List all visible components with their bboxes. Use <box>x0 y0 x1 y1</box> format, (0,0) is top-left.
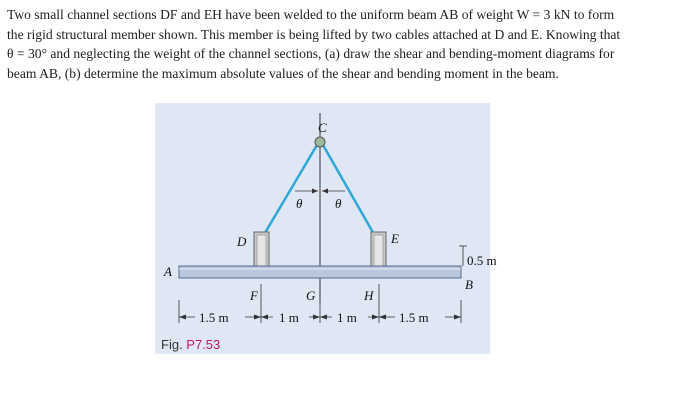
label-d: D <box>237 234 247 249</box>
channel-df-inner <box>257 235 266 266</box>
problem-statement <box>7 5 672 83</box>
arrowhead <box>313 315 320 320</box>
arrowhead <box>179 315 186 320</box>
arrowhead <box>454 315 461 320</box>
label-h: H <box>364 288 374 303</box>
cable-left <box>259 145 317 243</box>
dim-3: 1 m <box>337 310 357 325</box>
arrowhead <box>379 315 386 320</box>
arrowhead <box>322 189 328 194</box>
problem-line-4: beam AB, (b) determine the maximum absolute values of the shear and bending moment in the beam. <box>7 65 559 81</box>
arrowhead <box>320 315 327 320</box>
cable-right <box>323 145 379 243</box>
label-b: B <box>465 277 473 292</box>
arrowhead <box>261 315 268 320</box>
problem-line-3: θ = 30° and neglecting the weight of the channel sections, (a) draw the shear and bending-moment diagrams for <box>7 46 615 61</box>
dim-1: 1.5 m <box>199 310 229 325</box>
dim-2: 1 m <box>279 310 299 325</box>
label-height: 0.5 m <box>467 253 497 268</box>
problem-line-2: the rigid structural member shown. This member is being lifted by two cables attached at D and E. Knowing that <box>7 26 621 42</box>
arrowhead <box>372 315 379 320</box>
arrowhead <box>312 189 318 194</box>
figure-caption <box>161 337 220 352</box>
beam-ab <box>179 266 461 278</box>
label-c: C <box>318 120 327 135</box>
label-theta-left: θ <box>296 196 303 211</box>
figure-panel <box>155 103 497 354</box>
problem-line-1: Two small channel sections DF and EH have been welded to the uniform beam AB of weight W = 3 kN to form <box>7 7 615 22</box>
label-g: G <box>306 288 316 303</box>
beam-diagram <box>155 103 497 354</box>
label-a: A <box>164 264 172 279</box>
dim-4: 1.5 m <box>399 310 429 325</box>
figure-caption-number: P7.53 <box>186 337 221 352</box>
label-theta-right: θ <box>335 196 342 211</box>
label-e: E <box>391 231 399 246</box>
label-f: F <box>250 288 258 303</box>
channel-eh-inner <box>374 235 383 266</box>
ring-c <box>315 137 325 147</box>
arrowhead <box>254 315 261 320</box>
figure-caption-word: Fig. <box>161 337 183 352</box>
